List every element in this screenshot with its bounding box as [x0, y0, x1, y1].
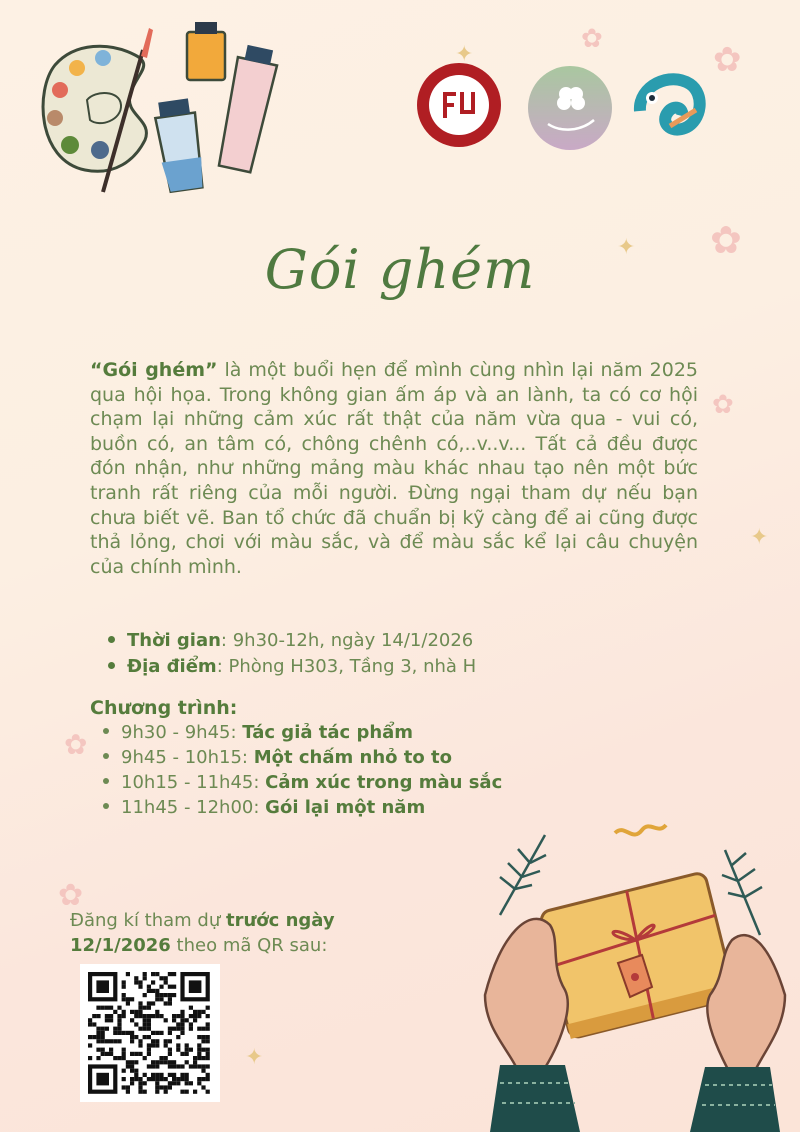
program-heading: Chương trình: [90, 697, 238, 719]
left-sleeve-icon [490, 1065, 580, 1132]
flower-icon: ✿ [581, 24, 603, 54]
flower-icon: ✿ [712, 390, 734, 420]
palette-icon [43, 46, 146, 171]
left-hand-icon [485, 919, 568, 1075]
program-time: 11h45 - 12h00: [121, 797, 266, 818]
program-name: Một chấm nhỏ to to [253, 747, 452, 768]
program-name: Cảm xúc trong màu sắc [265, 772, 503, 793]
program-item [103, 795, 502, 820]
squiggle-icon [615, 825, 666, 835]
event-title: Gói ghém [264, 238, 536, 301]
place-label: Địa điểm [127, 656, 217, 677]
time-label: Thời gian [127, 630, 221, 651]
bullet-icon [103, 778, 109, 784]
program-time: 10h15 - 11h45: [121, 772, 266, 793]
program-list [103, 720, 502, 820]
gift-box-icon [539, 872, 735, 1039]
right-sleeve-icon [690, 1067, 780, 1132]
registration-qr-code[interactable] [80, 964, 220, 1102]
bullet-icon [103, 728, 109, 734]
bullet-icon [108, 636, 115, 643]
flower-icon: ✿ [64, 728, 88, 761]
qr-code-icon [80, 964, 220, 1102]
ftu-logo [416, 62, 502, 148]
art-supplies-illustration [25, 20, 285, 200]
star-icon: ✦ [245, 1045, 264, 1070]
program-item [103, 745, 502, 770]
program-item [103, 720, 502, 745]
time-value: : 9h30-12h, ngày 14/1/2026 [220, 630, 474, 651]
program-time: 9h45 - 10h15: [121, 747, 254, 768]
paint-tube-blue-icon [153, 98, 205, 193]
gift-hands-illustration [470, 815, 800, 1132]
intro-paragraph [90, 358, 698, 579]
program-item [103, 770, 502, 795]
flower-icon: ✿ [713, 40, 742, 80]
flower-icon: ✿ [58, 878, 84, 913]
star-icon: ✦ [617, 235, 636, 260]
event-details [108, 628, 476, 680]
intro-lead: “Gói ghém” [90, 359, 218, 381]
bullet-icon [103, 803, 109, 809]
register-deadline-date: 12/1/2026 [70, 935, 171, 956]
star-icon: ✦ [750, 525, 769, 550]
register-text-qr: theo mã QR sau: [170, 935, 328, 956]
detail-place [108, 654, 476, 680]
chameleon-logo [630, 66, 710, 146]
intro-text: là một buổi hẹn để mình cùng nhìn lại năm 2025 qua hội họa. Trong không gian ấm áp và an lành, ta có cơ hội chạm lại những cảm xúc rất thật của năm vừa qua - vui có, buồn có, an tâm có, chông chênh có,..v..v... Tất cả đều được đón nhận, như những mảng màu khác nhau tạo nên một bức tranh rất riêng của mỗi người. Đừng ngại tham dự nếu bạn chưa biết vẽ. Ban tổ chức đã chuẩn bị kỹ càng để ai cũng được thả lỏng, chơi với màu sắc, và để màu sắc kể lại câu chuyện của chính mình. [90, 359, 698, 578]
bullet-icon [108, 662, 115, 669]
program-name: Gói lại một năm [265, 797, 426, 818]
flower-icon: ✿ [710, 218, 742, 262]
program-name: Tác giả tác phẩm [242, 722, 414, 743]
place-value: : Phòng H303, Tầng 3, nhà H [216, 656, 477, 677]
register-deadline-label: trước ngày [226, 910, 335, 931]
program-time: 9h30 - 9h45: [121, 722, 243, 743]
registration-note [70, 908, 335, 958]
star-icon: ✦ [455, 42, 474, 67]
register-text: Đăng kí tham dự [70, 910, 226, 931]
detail-time [108, 628, 476, 654]
paint-tube-orange-icon [187, 22, 225, 80]
bullet-icon [103, 753, 109, 759]
club-clover-logo [528, 66, 612, 150]
